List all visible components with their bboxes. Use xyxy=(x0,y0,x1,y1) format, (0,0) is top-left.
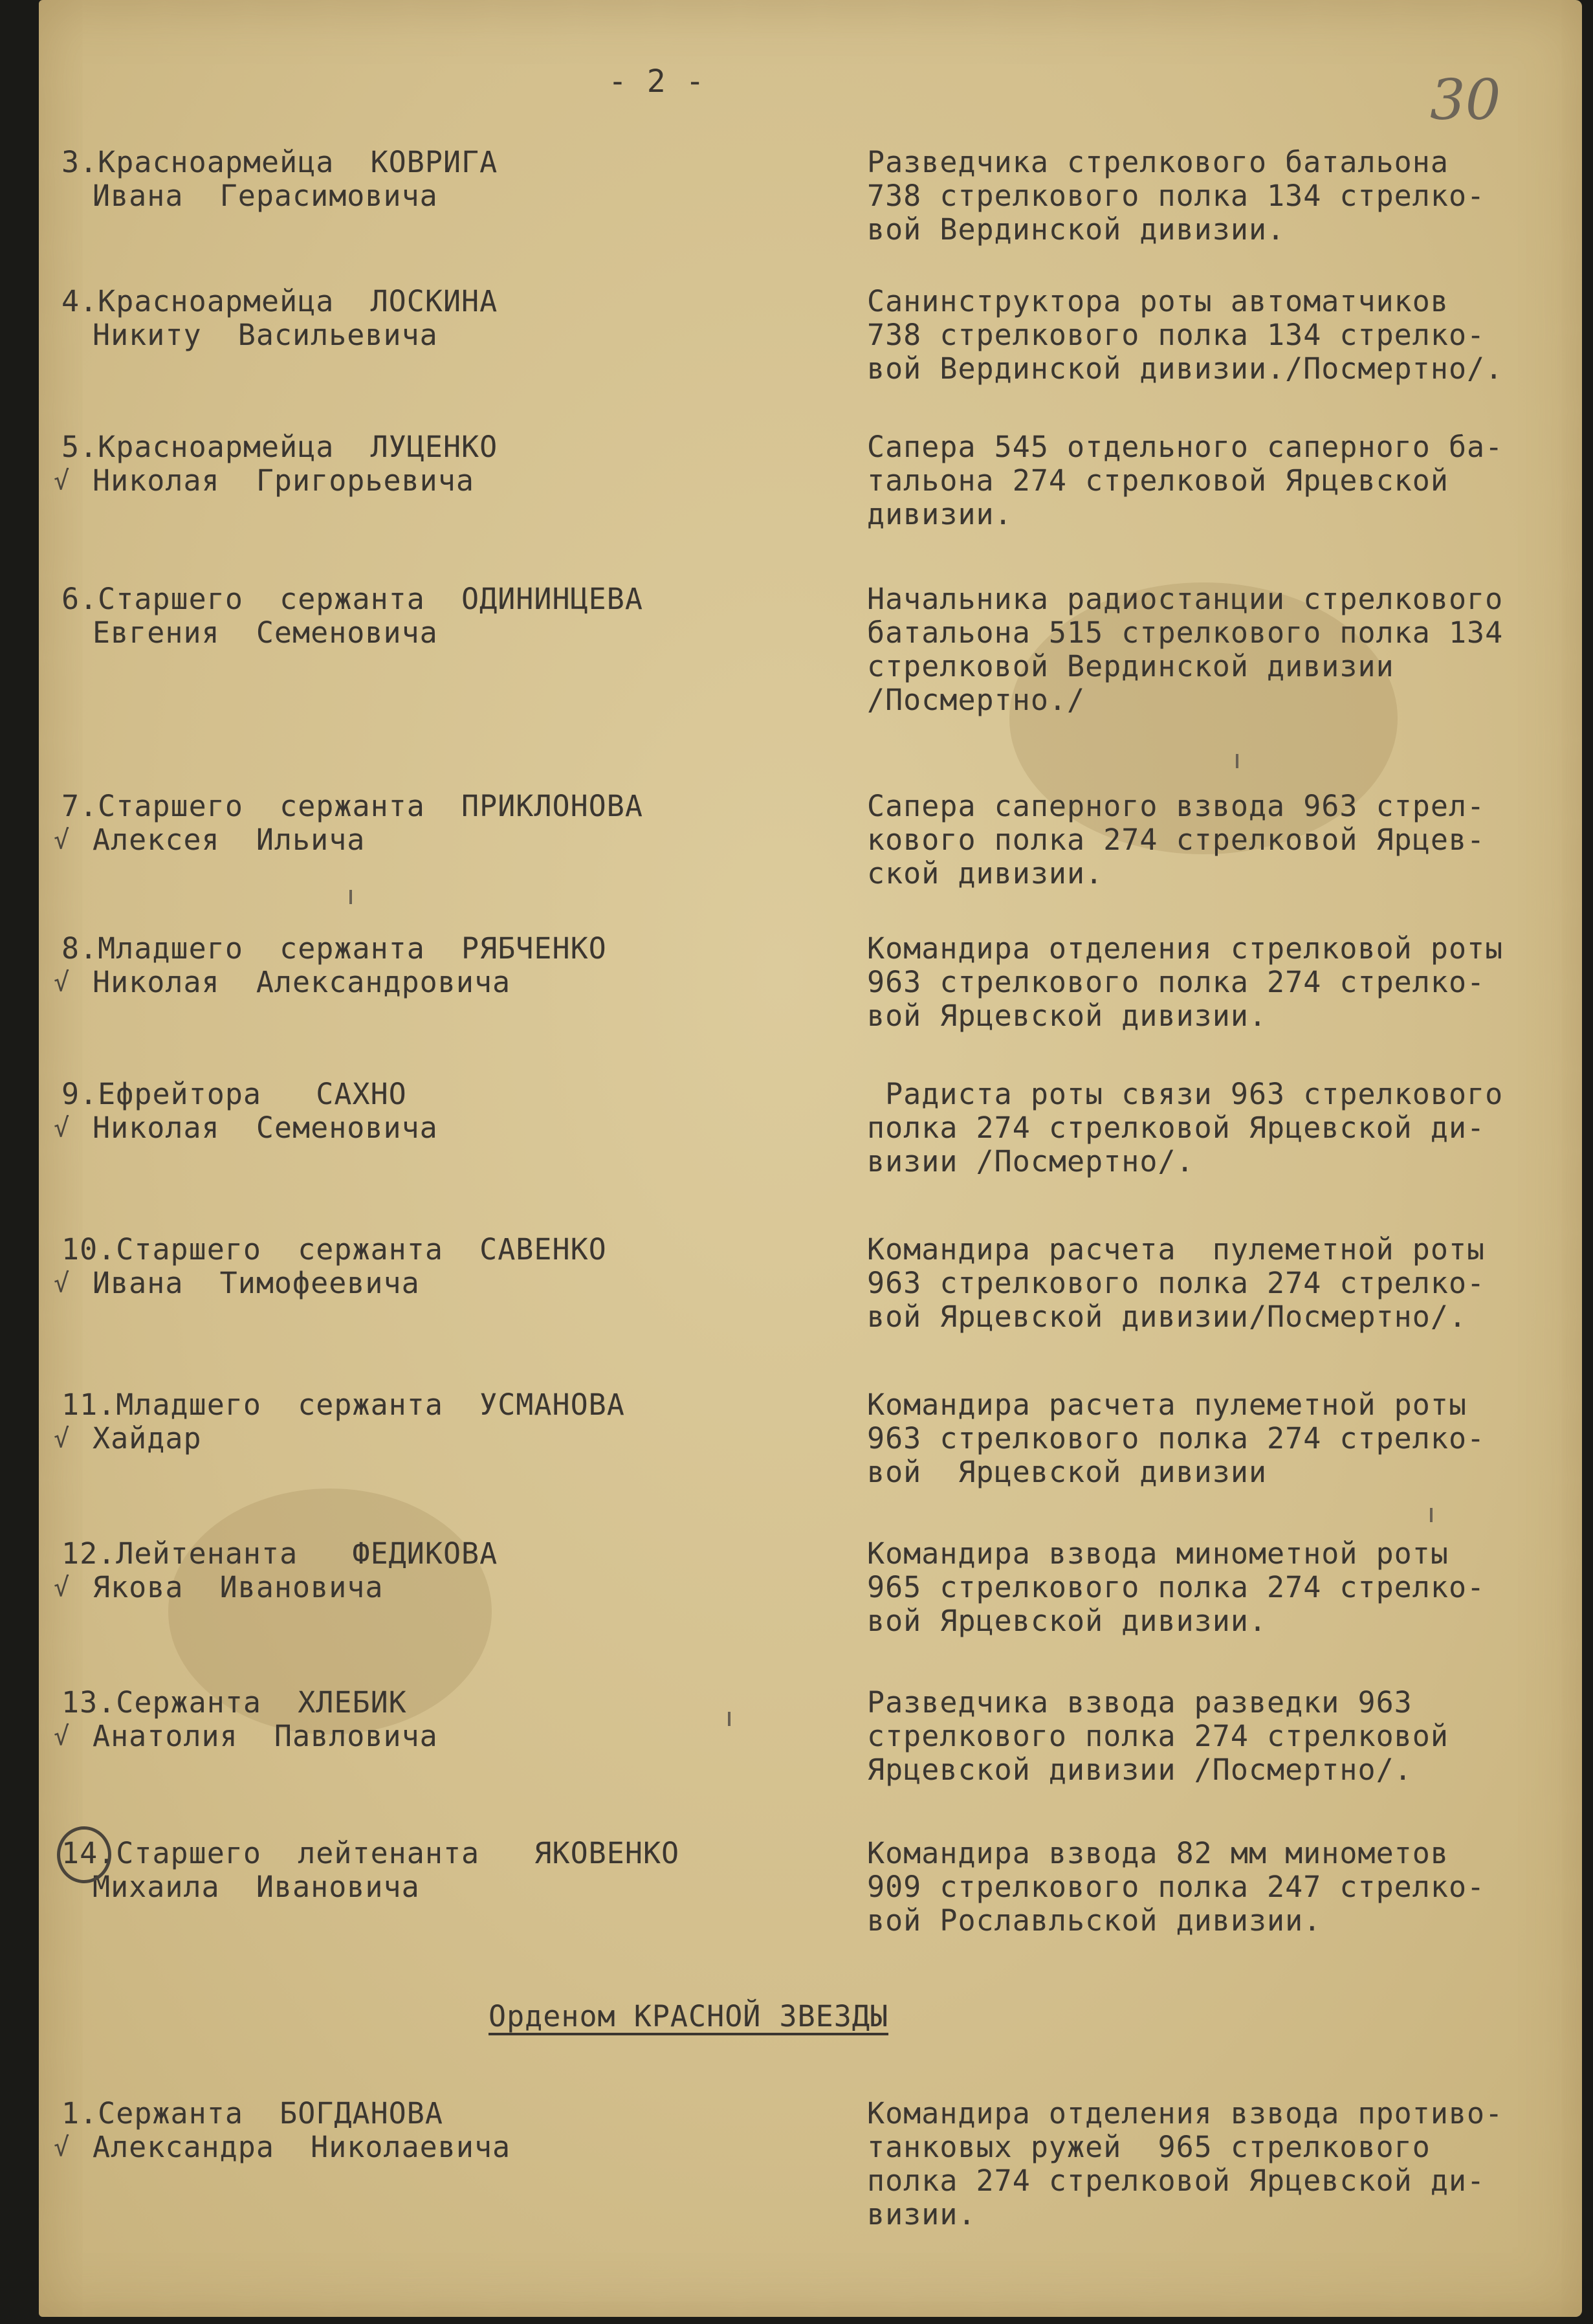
check-mark-icon: √ xyxy=(54,968,71,997)
check-mark-icon: √ xyxy=(54,1721,71,1751)
description-line: Сапера 545 отдельного саперного ба- xyxy=(867,430,1504,464)
description-line: вой Вердинской дивизии. xyxy=(867,212,1286,247)
description-line: 965 стрелкового полка 274 стрелко- xyxy=(867,1570,1486,1604)
check-mark-icon: √ xyxy=(54,825,71,855)
description-line: Санинструктора роты автоматчиков xyxy=(867,284,1449,318)
recipient-name xyxy=(54,931,607,999)
description-line: визии /Посмертно/. xyxy=(867,1144,1194,1179)
recipient-rank-surname: 12.Лейтенанта ФЕДИКОВА xyxy=(61,1536,498,1571)
description-line: Сапера саперного взвода 963 стрел- xyxy=(867,789,1486,823)
check-mark-icon: √ xyxy=(54,1424,71,1454)
page-number: - 2 - xyxy=(608,63,705,100)
recipient-rank-surname: 5.Красноармейца ЛУЦЕНКО xyxy=(61,430,498,464)
recipient-description xyxy=(867,1233,1579,1334)
recipient-name xyxy=(54,1077,438,1145)
description-line: Разведчика стрелкового батальона xyxy=(867,145,1449,179)
description-line: 963 стрелкового полка 274 стрелко- xyxy=(867,965,1486,999)
recipient-rank-surname: 10.Старшего сержанта САВЕНКО xyxy=(61,1232,607,1267)
description-line: 963 стрелкового полка 274 стрелко- xyxy=(867,1266,1486,1300)
recipient-given-names: Никиту Васильевича xyxy=(93,318,438,352)
recipient-name xyxy=(54,430,498,498)
recipient-given-names: Ивана Тимофеевича xyxy=(93,1266,420,1300)
recipient-description xyxy=(867,430,1579,531)
description-line: вой Рославльской дивизии. xyxy=(867,1903,1322,1938)
stray-mark xyxy=(1430,1508,1433,1522)
description-line: Командира отделения стрелковой роты xyxy=(867,931,1504,966)
description-line: Командира взвода минометной роты xyxy=(867,1536,1449,1571)
recipient-given-names: Николая Семеновича xyxy=(93,1111,438,1145)
recipient-description xyxy=(867,1686,1579,1787)
recipient-name xyxy=(61,285,498,352)
recipient-name xyxy=(54,789,643,857)
document-sheet xyxy=(39,0,1582,2317)
description-line: 738 стрелкового полка 134 стрелко- xyxy=(867,179,1486,213)
section-heading: Орденом КРАСНОЙ ЗВЕЗДЫ xyxy=(489,1999,889,2033)
recipient-description xyxy=(867,1078,1579,1179)
description-line: кового полка 274 стрелковой Ярцев- xyxy=(867,823,1486,857)
recipient-description xyxy=(867,790,1579,891)
description-line: Начальника радиостанции стрелкового xyxy=(867,582,1504,616)
recipient-description xyxy=(867,1537,1579,1638)
recipient-rank-surname: 3.Красноармейца КОВРИГА xyxy=(61,145,498,179)
stray-mark xyxy=(349,890,352,904)
recipient-given-names: Ивана Герасимовича xyxy=(93,179,438,213)
recipient-given-names: Хайдар xyxy=(93,1421,202,1455)
recipient-given-names: Александра Николаевича xyxy=(93,2130,511,2164)
description-line: 738 стрелкового полка 134 стрелко- xyxy=(867,318,1486,352)
recipient-rank-surname: 1.Сержанта БОГДАНОВА xyxy=(61,2096,443,2130)
recipient-description xyxy=(867,285,1579,386)
handwritten-circle xyxy=(57,1826,111,1883)
description-line: Радиста роты связи 963 стрелкового xyxy=(867,1077,1504,1111)
description-line: вой Вердинской дивизии./Посмертно/. xyxy=(867,351,1504,386)
description-line: вой Ярцевской дивизии. xyxy=(867,999,1268,1033)
recipient-given-names: Анатолия Павловича xyxy=(93,1719,438,1753)
recipient-description xyxy=(867,582,1579,717)
description-line: вой Ярцевской дивизии/Посмертно/. xyxy=(867,1300,1467,1334)
recipient-description xyxy=(867,2097,1579,2231)
description-line: танковых ружей 965 стрелкового xyxy=(867,2130,1431,2164)
description-line: тальона 274 стрелковой Ярцевской xyxy=(867,463,1449,498)
recipient-name xyxy=(54,1388,625,1455)
description-line: Командира расчета пулеметной роты xyxy=(867,1232,1486,1267)
recipient-description xyxy=(867,146,1579,247)
check-mark-icon: √ xyxy=(54,1268,71,1298)
recipient-given-names: Алексея Ильича xyxy=(93,823,366,857)
recipient-description xyxy=(867,1388,1579,1489)
recipient-given-names: Михаила Ивановича xyxy=(93,1870,420,1904)
recipient-given-names: Николая Александровича xyxy=(93,965,511,999)
description-line: Командира взвода 82 мм минометов xyxy=(867,1836,1449,1870)
description-line: 963 стрелкового полка 274 стрелко- xyxy=(867,1421,1486,1455)
recipient-given-names: Евгения Семеновича xyxy=(93,615,438,650)
recipient-rank-surname: 11.Младшего сержанта УСМАНОВА xyxy=(61,1388,625,1422)
recipient-rank-surname: 13.Сержанта ХЛЕБИК xyxy=(61,1685,407,1720)
check-mark-icon: √ xyxy=(54,466,71,496)
description-line: Командира расчета пулеметной роты xyxy=(867,1388,1467,1422)
description-line: вой Ярцевской дивизии. xyxy=(867,1604,1268,1638)
recipient-rank-surname: 4.Красноармейца ЛОСКИНА xyxy=(61,284,498,318)
stray-mark xyxy=(728,1712,731,1726)
check-mark-icon: √ xyxy=(54,2132,71,2162)
recipient-description xyxy=(867,1837,1579,1938)
check-mark-icon: √ xyxy=(54,1113,71,1143)
recipient-given-names: Николая Григорьевича xyxy=(93,463,474,498)
recipient-name xyxy=(54,1232,607,1300)
recipient-name xyxy=(54,2096,511,2164)
recipient-rank-surname: 7.Старшего сержанта ПРИКЛОНОВА xyxy=(61,789,643,823)
description-line: визии. xyxy=(867,2197,976,2231)
recipient-rank-surname: 14.Старшего лейтенанта ЯКОВЕНКО xyxy=(61,1836,680,1870)
description-line: Командира отделения взвода противо- xyxy=(867,2096,1504,2130)
recipient-given-names: Якова Ивановича xyxy=(93,1570,384,1604)
recipient-rank-surname: 8.Младшего сержанта РЯБЧЕНКО xyxy=(61,931,607,966)
description-line: полка 274 стрелковой Ярцевской ди- xyxy=(867,2164,1486,2198)
description-line: стрелкового полка 274 стрелковой xyxy=(867,1719,1449,1753)
check-mark-icon: √ xyxy=(54,1573,71,1602)
recipient-name xyxy=(54,1536,498,1604)
description-line: батальона 515 стрелкового полка 134 xyxy=(867,615,1504,650)
description-line: 909 стрелкового полка 247 стрелко- xyxy=(867,1870,1486,1904)
description-line: полка 274 стрелковой Ярцевской ди- xyxy=(867,1111,1486,1145)
description-line: Разведчика взвода разведки 963 xyxy=(867,1685,1412,1720)
description-line: дивизии. xyxy=(867,497,1013,531)
recipient-name xyxy=(61,146,498,213)
recipient-name xyxy=(61,1837,679,1904)
stray-mark xyxy=(1236,754,1238,768)
recipient-rank-surname: 6.Старшего сержанта ОДИНИНЦЕВА xyxy=(61,582,643,616)
recipient-name xyxy=(54,1685,438,1753)
folio-number: 30 xyxy=(1430,68,1501,133)
description-line: стрелковой Вердинской дивизии xyxy=(867,649,1394,683)
recipient-rank-surname: 9.Ефрейтора САХНО xyxy=(61,1077,407,1111)
description-line: /Посмертно./ xyxy=(867,683,1086,717)
recipient-name xyxy=(61,582,643,650)
recipient-description xyxy=(867,932,1579,1033)
description-line: ской дивизии. xyxy=(867,856,1104,891)
description-line: вой Ярцевской дивизии xyxy=(867,1455,1268,1489)
description-line: Ярцевской дивизии /Посмертно/. xyxy=(867,1753,1412,1787)
